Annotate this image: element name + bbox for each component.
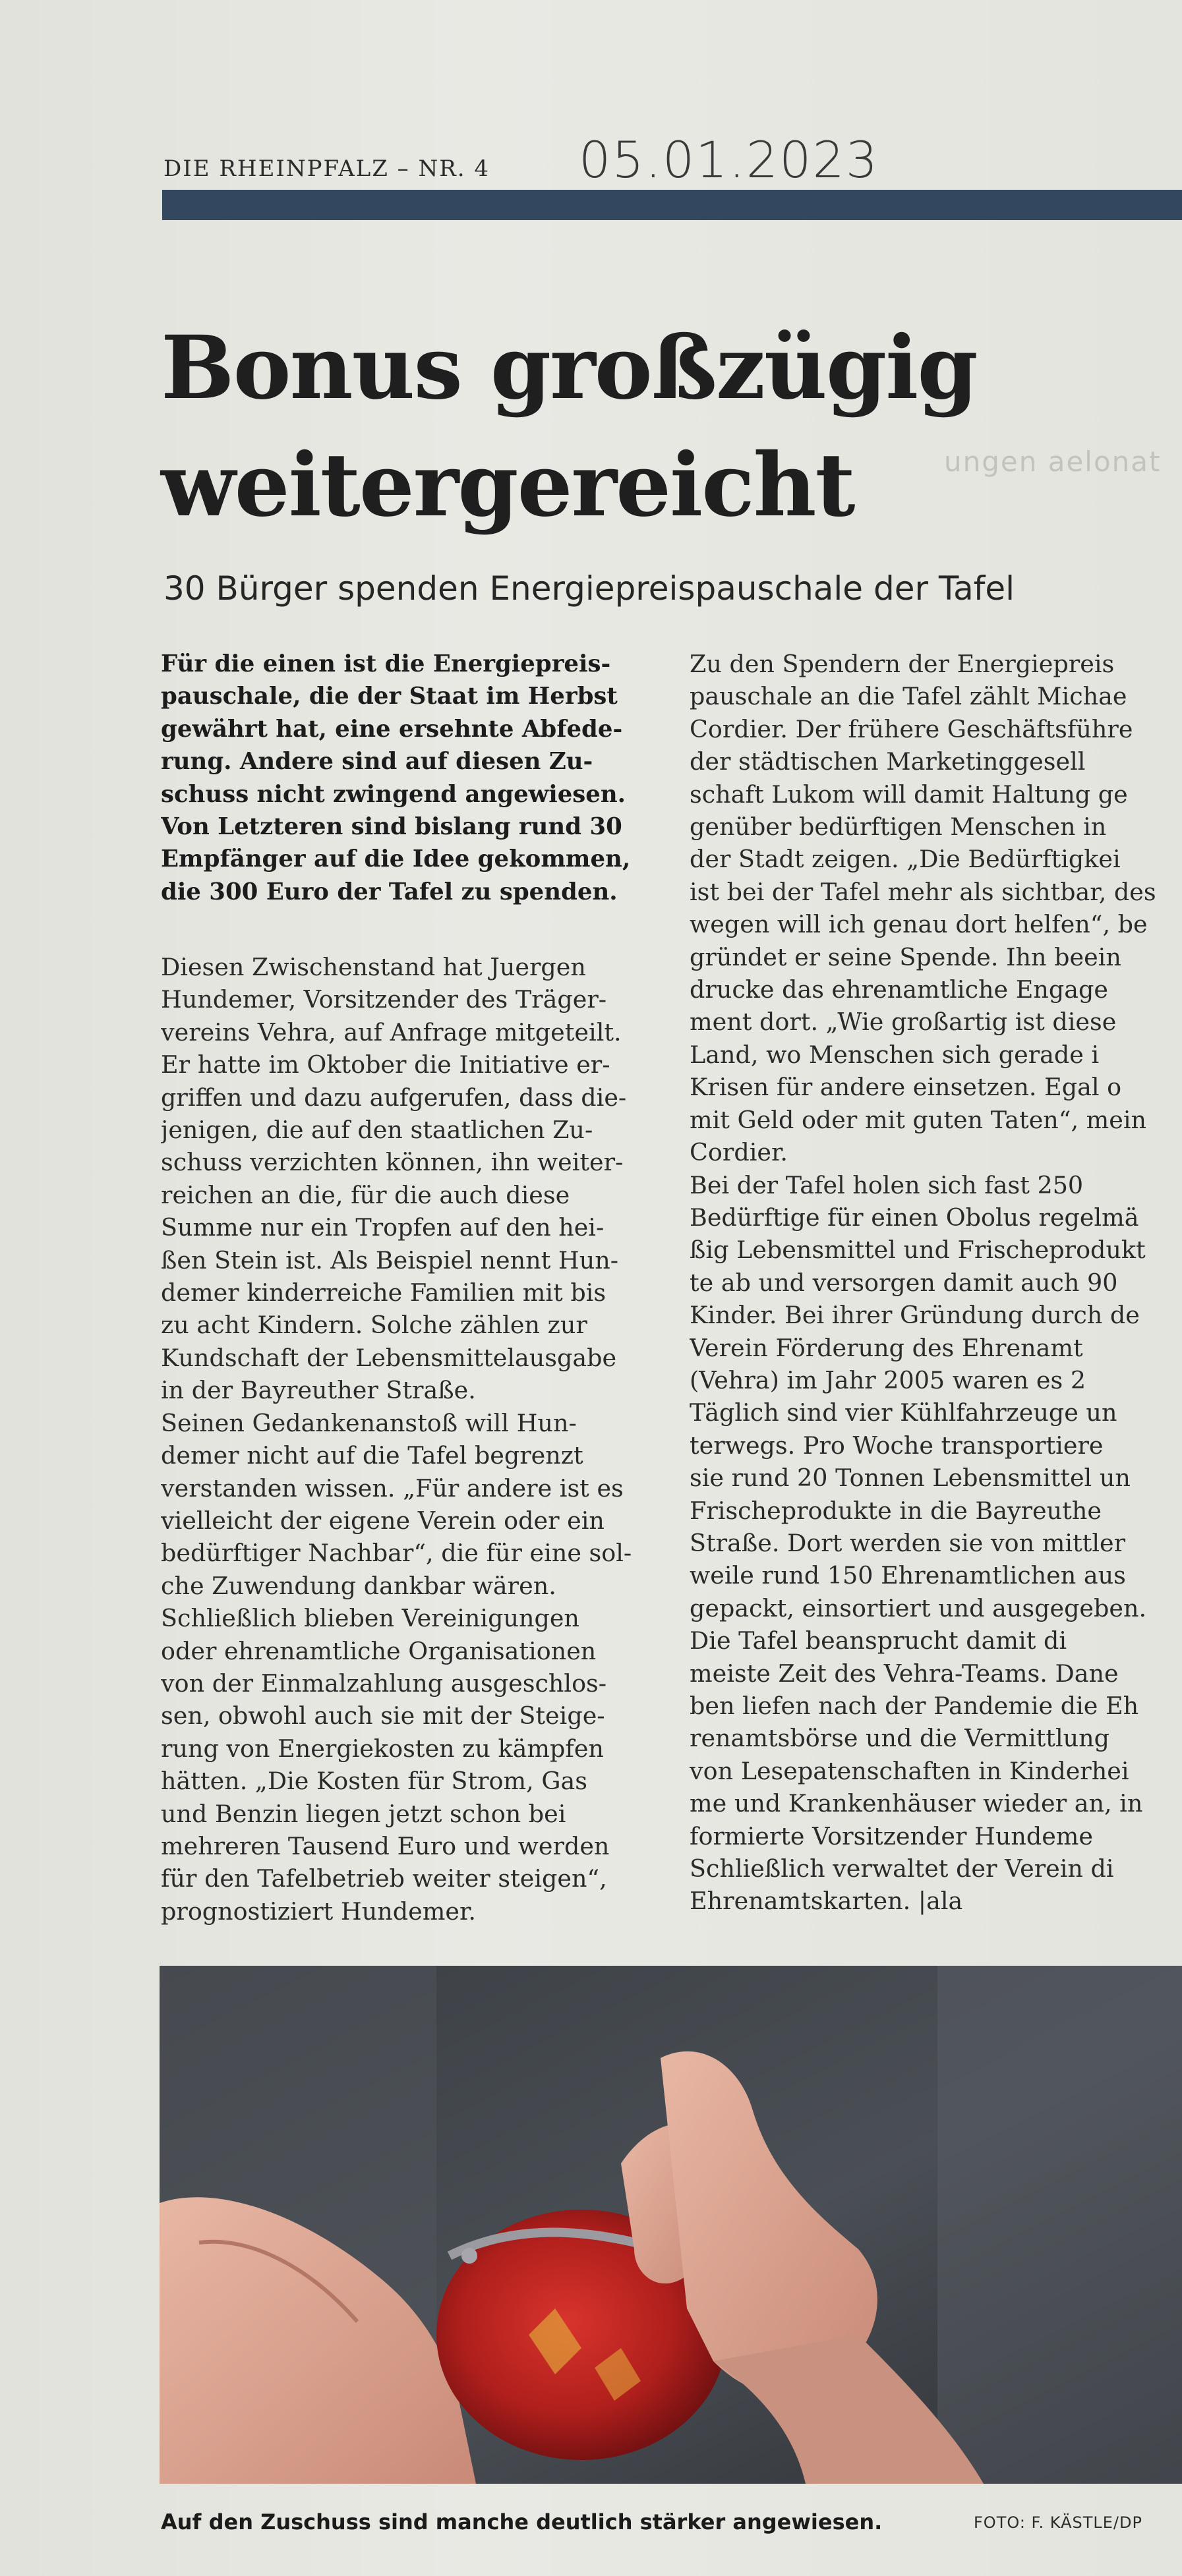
article-body-right-column: Zu den Spendern der Energiepreis pauschale an die Tafel zählt Michae Cordier. Der frühere Geschäftsführe der städtischen Marketinggesell schaft Lukom will damit Haltung ge genüber bedürftigen Menschen in der Stadt zeigen. „Die Bedürftigkei ist bei der Tafel mehr als sichtbar, des wegen will ich genau dort helfen“, be gründet er seine Spende. Ihn beein drucke das ehrenamtliche Engage ment dort. „Wie großartig ist diese Land, wo Menschen sich gerade i Krisen für andere einsetzen. Egal o mit Geld oder mit guten Taten“, mein Cordier. Bei der Tafel holen sich fast 250 Bedürftige für einen Obolus regelmä ßig Lebensmittel und Frischeprodukt te ab und versorgen damit auch 90 Kinder. Bei ihrer Gründung durch de Verein Förderung des Ehrenamt (Vehra) im Jahr 2005 waren es 2 Täglich sind vier Kühlfahrzeuge un terwegs. Pro Woche transportiere sie rund 20 Tonnen Lebensmittel un Frischeprodukte in die Bayreuthe Straße. Dort werden sie von mittler weile rund 150 Ehrenamtlichen aus gepackt, einsortiert und ausgegeben. Die Tafel beansprucht damit di meiste Zeit des Vehra-Teams. Dane ben liefen nach der Pandemie die Eh renamtsbörse und die Vermittlung von Lesepatenschaften in Kinderhei me und Krankenhäuser wieder an, in formierte Vorsitzender Hundeme Schließlich verwaltet der Verein di Ehrenamtskarten. |ala <box>690 650 1156 1916</box>
headline-line-2: weitergereicht <box>161 434 854 536</box>
article-photo <box>160 1966 1182 2484</box>
photo-caption: Auf den Zuschuss sind manche deutlich stärker angewiesen. <box>161 2509 883 2534</box>
headline-line-1: Bonus großzügig <box>161 317 977 419</box>
photo-credit: FOTO: F. KÄSTLE/DP <box>974 2513 1142 2532</box>
handwritten-date: 05.01.2023 <box>579 130 879 189</box>
article-headline <box>161 310 1163 544</box>
photo-purse-hands-image <box>160 1966 1182 2484</box>
article-subheadline: 30 Bürger spenden Energiepreispauschale der Tafel <box>163 569 1015 608</box>
masthead-line: DIE RHEINPFALZ – NR. 4 <box>163 156 490 182</box>
article-body-left-column: Diesen Zwischenstand hat Juergen Hundemer, Vorsitzender des Träger- vereins Vehra, auf Anfrage mitgeteilt. Er hatte im Oktober die Initiative er- griffen und dazu aufgerufen, dass die- jenigen, die auf den staatlichen Zu- schuss verzichten können, ihn weiter- reichen an die, für die auch diese Summe nur ein Tropfen auf den hei- ßen Stein ist. Als Beispiel nennt Hun- demer kinderreiche Familien mit bis zu acht Kindern. Solche zählen zur Kundschaft der Lebensmittelausgabe in der Bayreuther Straße. Seinen Gedankenanstoß will Hun- demer nicht auf die Tafel begrenzt verstanden wissen. „Für andere ist es vielleicht der eigene Verein oder ein bedürftiger Nachbar“, die für eine sol- che Zuwendung dankbar wären. Schließlich blieben Vereinigungen oder ehrenamtliche Organisationen von der Einmalzahlung ausgeschlos- sen, obwohl auch sie mit der Steige- rung von Energiekosten zu kämpfen hätten. „Die Kosten für Strom, Gas und Benzin liegen jetzt schon bei mehreren Tausend Euro und werden für den Tafelbetrieb weiter steigen“, prognostiziert Hundemer. <box>161 953 632 1926</box>
article-lead: Für die einen ist die Energiepreis- pauschale, die der Staat im Herbst gewährt hat, eine ersehnte Abfede- rung. Andere sind auf diesen Zu- schuss nicht zwingend angewiesen. Von Letzteren sind bislang rund 30 Empfänger auf die Idee gekommen, die 300 Euro der Tafel zu spenden. <box>161 650 631 905</box>
show-through-text: ungen aelonat <box>944 445 1162 478</box>
masthead-bar <box>162 190 1182 220</box>
